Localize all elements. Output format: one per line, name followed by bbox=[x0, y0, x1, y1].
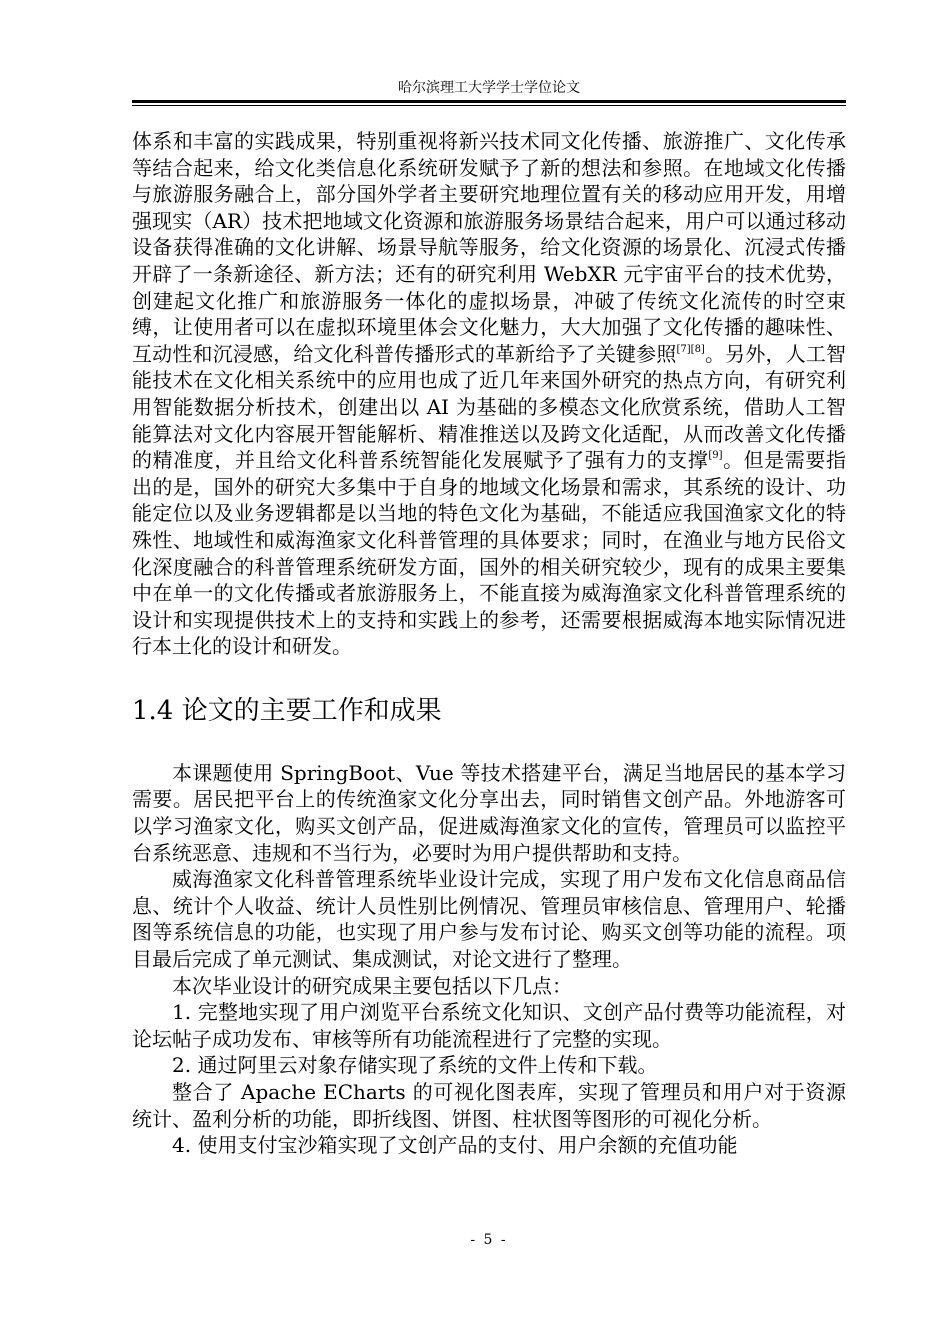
text-segment: 。但是需要指出的是，国外的研究大多集中于自身的地域文化场景和需求，其系统的设计、功能定位以及业务逻辑都是以当地的特色文化为基础，不能适应我国渔家文化的特殊性、地域性和威海渔家文化科普管理的具体要求；同时，在渔业与地方民俗文化深度融合的科普管理系统研发方面，国外的相关研究较少，现有的成果主要集中在单一的文化传播或者旅游服务上，不能直接为威海渔家文化科普管理系统的设计和实现提供技术上的支持和实践上的参考，还需要根据威海本地实际情况进行本土化的设计和研发。 bbox=[132, 448, 847, 659]
paragraph: 本次毕业设计的研究成果主要包括以下几点： bbox=[172, 973, 572, 998]
list-item: 1. 完整地实现了用户浏览平台系统文化知识、文创产品付费等功能流程，对论坛帖子成功发布、审核等所有功能流程进行了完整的实现。 bbox=[132, 1000, 846, 1051]
header-rule-thick bbox=[132, 100, 846, 103]
paragraph-foreign-research bbox=[132, 128, 846, 660]
citation-9: [9] bbox=[708, 450, 723, 462]
list-item: 4. 使用支付宝沙箱实现了文创产品的支付、用户余额的充值功能 bbox=[172, 1133, 738, 1158]
page-body bbox=[132, 128, 846, 1159]
text-segment: 。另外，人工智能技术在文化相关系统中的应用也成了近几年来国外研究的热点方向，有研究利用智能数据分析技术，创建出以 AI 为基础的多模态文化欣赏系统，借助人工智能算法对文化内容展开智能解析、精准推送以及跨文化适配，从而改善文化传播的精准度，并且给文化科普系统智能化发展赋予了强有力的支撑 bbox=[132, 341, 847, 473]
text-segment: 体系和丰富的实践成果，特别重视将新兴技术同文化传播、旅游推广、文化传承等结合起来，给文化类信息化系统研发赋予了新的想法和参照。在地域文化传播与旅游服务融合上，部分国外学者主要研究地理位置有关的移动应用开发，用增强现实（AR）技术把地域文化资源和旅游服务场景结合起来，用户可以通过移动设备获得准确的文化讲解、场景导航等服务，给文化资源的场景化、沉浸式传播开辟了一条新途径、新方法；还有的研究利用 WebXR 元宇宙平台的技术优势，创建起文化推广和旅游服务一体化的虚拟场景，冲破了传统文化流传的时空束缚，让使用者可以在虚拟环境里体会文化魅力，大大加强了文化传播的趣味性、互动性和沉浸感，给文化科普传播形式的革新给予了关键参照 bbox=[132, 129, 846, 366]
page-number: - 5 - bbox=[470, 1232, 508, 1248]
list-item: 2. 通过阿里云对象存储实现了系统的文件上传和下载。 bbox=[172, 1053, 658, 1078]
list-item: 整合了 Apache ECharts 的可视化图表库，实现了管理员和用户对于资源统计、盈利分析的功能，即折线图、饼图、柱状图等图形的可视化分析。 bbox=[132, 1080, 846, 1131]
header-rule-thin bbox=[132, 105, 846, 106]
paragraph: 威海渔家文化科普管理系统毕业设计完成，实现了用户发布文化信息商品信息、统计个人收益、统计人员性别比例情况、管理员审核信息、管理用户、轮播图等系统信息的功能，也实现了用户参与发布讨论、购买文创等功能的流程。项目最后完成了单元测试、集成测试，对论文进行了整理。 bbox=[132, 867, 846, 972]
running-header: 哈尔滨理工大学学士学位论文 bbox=[398, 80, 580, 96]
citation-7-8: [7][8] bbox=[676, 343, 705, 355]
paragraph: 本课题使用 SpringBoot、Vue 等技术搭建平台，满足当地居民的基本学习需要。居民把平台上的传统渔家文化分享出去，同时销售文创产品。外地游客可以学习渔家文化，购买文创产品，促进威海渔家文化的宣传，管理员可以监控平台系统恶意、违规和不当行为，必要时为用户提供帮助和支持。 bbox=[132, 760, 846, 865]
section-heading: 1.4 论文的主要工作和成果 bbox=[132, 695, 442, 726]
